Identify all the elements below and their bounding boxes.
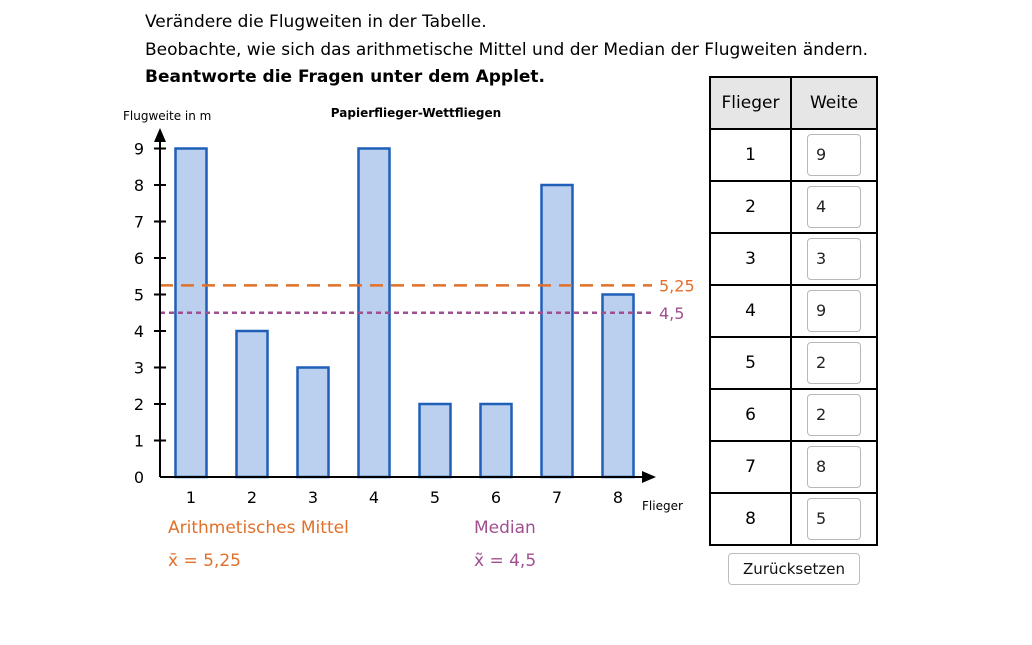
median-title: Median	[474, 518, 536, 538]
weite-cell	[791, 389, 877, 441]
mean-title: Arithmetisches Mittel	[168, 518, 349, 538]
y-tick-label: 1	[133, 431, 144, 451]
header-flieger: Flieger	[710, 77, 791, 129]
x-tick-label: 6	[490, 488, 502, 507]
table-row	[710, 441, 877, 493]
instruction-line-1: Verändere die Flugweiten in der Tabelle.	[145, 12, 487, 32]
flieger-cell: 8	[710, 493, 791, 545]
y-tick-label: 2	[133, 395, 144, 414]
weite-cell	[791, 441, 877, 493]
x-tick-label: 3	[307, 488, 319, 507]
x-tick-label: 5	[429, 488, 441, 507]
table-row	[710, 493, 877, 545]
x-tick-label: 1	[185, 488, 197, 507]
flieger-cell: 5	[710, 337, 791, 389]
bar	[481, 404, 512, 477]
table-row	[710, 285, 877, 337]
bar	[237, 331, 268, 477]
table-row	[710, 233, 877, 285]
header-weite: Weite	[791, 77, 877, 129]
mean-formula: x̄ = 5,25	[168, 551, 241, 571]
bar	[603, 295, 634, 478]
weite-input[interactable]: 9	[807, 290, 861, 332]
weite-cell	[791, 181, 877, 233]
weite-cell	[791, 129, 877, 181]
weite-input[interactable]: 8	[807, 446, 861, 488]
weite-input[interactable]: 2	[807, 394, 861, 436]
mean-line-label: 5,25	[659, 276, 695, 296]
flieger-cell: 6	[710, 389, 791, 441]
instruction-line-3: Beantworte die Fragen unter dem Applet.	[145, 67, 546, 87]
median-formula: x̃ = 4,5	[474, 551, 537, 571]
reset-button[interactable]: Zurücksetzen	[728, 553, 860, 585]
median-line-label: 4,5	[659, 303, 685, 323]
weite-input[interactable]: 9	[807, 134, 861, 176]
table-row	[710, 181, 877, 233]
x-tick-label: 8	[612, 488, 624, 507]
x-tick-label: 4	[368, 488, 380, 507]
x-tick-label: 2	[246, 488, 258, 507]
bar	[298, 368, 329, 478]
instruction-line-2: Beobachte, wie sich das arithmetische Mittel und der Median der Flugweiten ändern.	[145, 40, 869, 60]
weite-cell	[791, 233, 877, 285]
data-table	[709, 76, 878, 546]
y-axis-arrow	[154, 128, 166, 142]
bar	[420, 404, 451, 477]
table-row	[710, 337, 877, 389]
chart-title: Papierflieger-Wettfliegen	[330, 106, 502, 120]
flieger-cell: 1	[710, 129, 791, 181]
flieger-cell: 7	[710, 441, 791, 493]
weite-cell	[791, 493, 877, 545]
y-tick-label: 9	[133, 139, 144, 159]
table-row	[710, 389, 877, 441]
weite-input[interactable]: 2	[807, 342, 861, 384]
table-row	[710, 129, 877, 181]
y-tick-label: 6	[133, 249, 144, 268]
y-tick-label: 8	[133, 176, 144, 195]
weite-cell	[791, 285, 877, 337]
weite-input[interactable]: 4	[807, 186, 861, 228]
weite-input[interactable]: 3	[807, 238, 861, 280]
bar	[359, 149, 390, 478]
weite-input[interactable]: 5	[807, 498, 861, 540]
flieger-cell: 3	[710, 233, 791, 285]
y-tick-label: 0	[133, 468, 144, 487]
y-tick-label: 7	[133, 212, 144, 232]
y-tick-label: 3	[133, 358, 144, 378]
bar	[542, 185, 573, 477]
y-axis-label: Flugweite in m	[123, 109, 212, 123]
weite-cell	[791, 337, 877, 389]
x-axis-label: Flieger	[642, 499, 683, 513]
x-axis-arrow	[642, 471, 656, 483]
x-tick-label: 7	[551, 488, 563, 507]
y-tick-label: 5	[133, 285, 144, 305]
y-tick-label: 4	[133, 322, 144, 341]
table-header-row	[710, 77, 877, 129]
flieger-cell: 2	[710, 181, 791, 233]
flieger-cell: 4	[710, 285, 791, 337]
